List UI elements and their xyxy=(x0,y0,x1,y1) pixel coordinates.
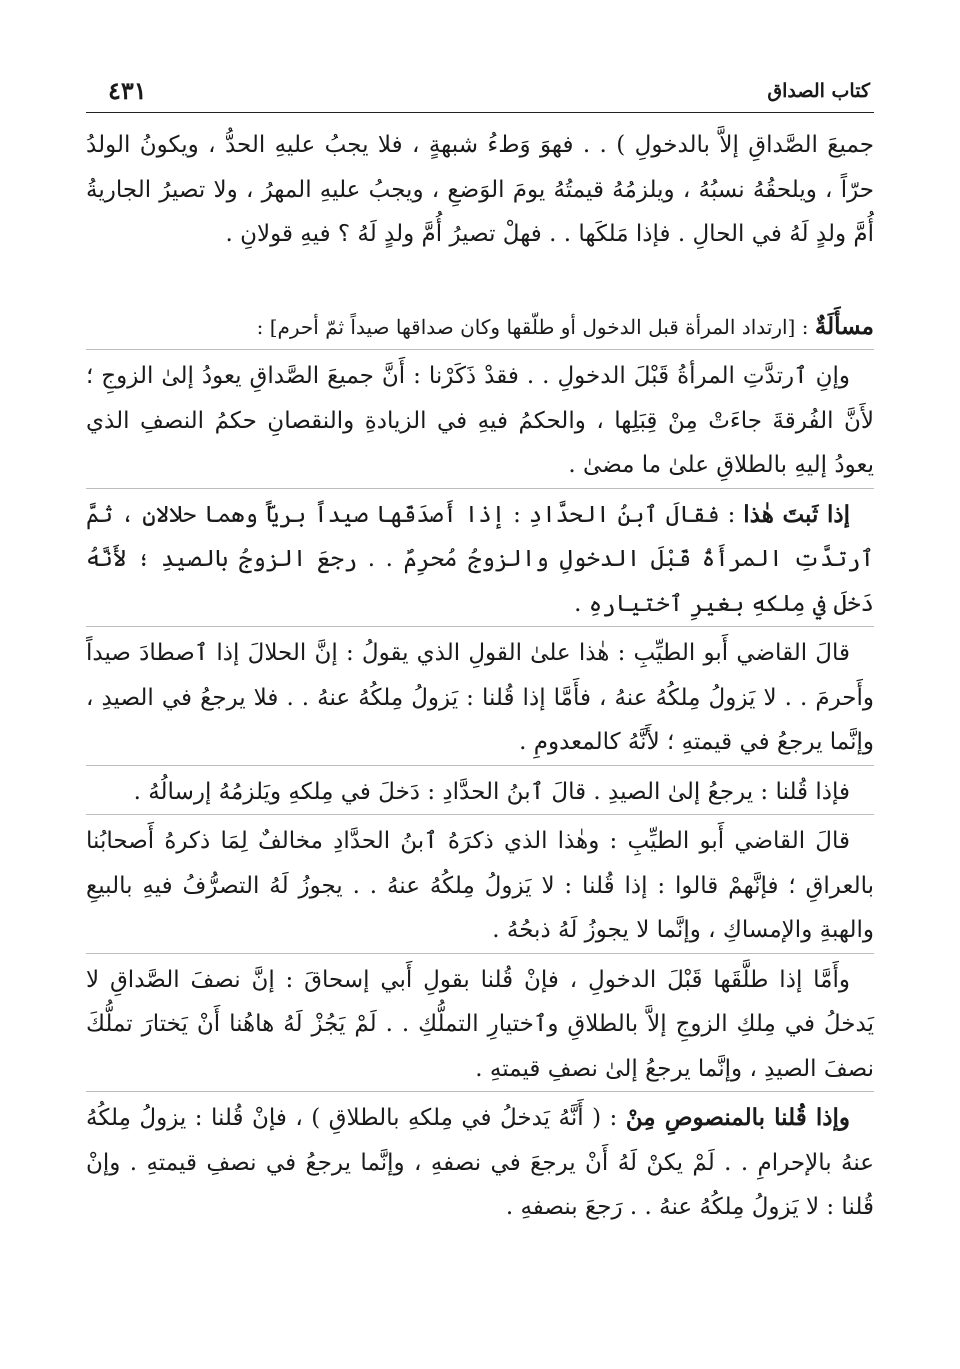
paragraph-lead: وإذا قُلنا بالمنصوصِ مِنْ xyxy=(625,1104,850,1131)
masala-title: : [ارتداد المرأة قبل الدخول أو طلّقها وكان صداقها صيداً ثمّ أحرم] : xyxy=(256,314,815,339)
paragraph-apostasy: وإنِ ٱرتدَّتِ المرأةُ قَبْلَ الدخولِ . . فقدْ ذَكَرْنا : أَنَّ جميعَ الصَّداقِ يعودُ إلىٰ الزوجِ ؛ لأَنَّ الفُرقةَ جاءَتْ مِنْ قِبَلِها ، والحكمُ فيهِ في الزيادةِ والنقصانِ حكمُ النصفِ الذي يعودُ إليهِ بالطلاقِ علىٰ ما مضىٰ . xyxy=(86,349,874,488)
running-title: كتاب الصداق xyxy=(767,80,870,102)
page-header xyxy=(86,74,874,113)
masala-lead: مسأَلَةٌ xyxy=(814,312,874,340)
page-number: ٤٣١ xyxy=(108,76,147,105)
paragraph-mansus xyxy=(86,1091,874,1230)
paragraph-text: : ( أَنَّهُ يَدخلُ في مِلكهِ بالطلاقِ ) ، فإنْ قُلنا : يزولُ مِلكُهُ عنهُ بالإحرامِ . . لَمْ يكنْ لَهُ أَنْ يرجعَ في نصفهِ ، وإنَّما يرجعُ في نصفِ قيمتهِ . وإنْ قُلنا : لا يَزولُ مِلكُهُ عنهُ . . رَجعَ بنصفهِ . xyxy=(86,1105,874,1220)
section-gap xyxy=(86,257,874,301)
book-page xyxy=(86,74,874,1230)
paragraph-return-to-game: فإذا قُلنا : يرجعُ إلىٰ الصيدِ . قالَ ٱبنُ الحدَّادِ : دَخلَ في مِلكهِ ويَلزمُهُ إرسالُهُ . xyxy=(86,765,874,815)
paragraph-continuation: جميعَ الصَّداقِ إلاَّ بالدخولِ ) . . فهوَ وَطءُ شبهةٍ ، فلا يجبُ عليهِ الحدُّ ، ويكونُ الولدُ حرّاً ، ويلحقُهُ نسبُهُ ، ويلزمُهُ قيمتُهُ يومَ الوَضعِ ، ويجبُ عليهِ المهرُ ، ولا تصيرُ الجاريةُ أُمَّ ولدٍ لَهُ في الحالِ . فإذا مَلكَها . . فهلْ تصيرُ أُمَّ ولدٍ لَهُ ؟ فيهِ قولانِ . xyxy=(86,132,874,247)
paragraph-divorce: وأَمَّا إذا طلَّقَها قَبْلَ الدخولِ ، فإنْ قُلنا بقولِ أَبي إسحاقَ : إنَّ نصفَ الصَّداقِ لا يَدخلُ في مِلكِ الزوجِ إلاَّ بالطلاقِ وٱختيارِ التملُّكِ . . لَمْ يَجُزْ لَهُ هاهُنا أَنْ يَختارَ تملُّكَ نصفَ الصيدِ ، وإنَّما يرجعُ إلىٰ نصفِ قيمتهِ . xyxy=(86,953,874,1092)
paragraph-qadi-1: قالَ القاضي أَبو الطيِّبِ : هٰذا علىٰ القولِ الذي يقولُ : إنَّ الحلالَ إذا ٱصطادَ صيداً وأَحرمَ . . لا يَزولُ مِلكُهُ عنهُ ، فأَمَّا إذا قُلنا : يَزولُ مِلكُهُ عنهُ . . فلا يرجعُ في الصيدِ ، وإنَّما يرجعُ في قيمتهِ ؛ لأَنَّهُ كالمعدومِ . xyxy=(86,626,874,765)
paragraph-text: : فقالَ ٱبنُ الحدَّادِ : إذا أَصدَقَها صيداً بريّاً وهما حلالانِ ، ثمَّ ٱرتدَّتِ المرأَةُ قَبْلَ الدخولِ والزوجُ مُحرِمٌ . . رجعَ الزوجُ بالصيدِ ؛ لأَنَّهُ دَخلَ في مِلكهِ بغيرِ ٱختيارهِ . xyxy=(86,501,874,617)
paragraph-ibn-haddad xyxy=(86,488,874,627)
page-body xyxy=(86,123,874,1230)
masala-heading xyxy=(86,305,874,350)
paragraph-qadi-2: قالَ القاضي أَبو الطيِّبِ : وهٰذا الذي ذكرَهُ ٱبنُ الحدَّادِ مخالفٌ لِمَا ذكرهُ أَصحابُنا بالعراقِ ؛ فإنَّهمْ قالوا : إذا قُلنا : لا يَزولُ مِلكُهُ عنهُ . . يجوزُ لَهُ التصرُّفُ فيهِ بالبيعِ والهبةِ والإمساكِ ، وإنَّما لا يجوزُ لَهُ ذبحُهُ . xyxy=(86,814,874,953)
paragraph-lead: إذا ثَبتَ هٰذا xyxy=(743,500,850,528)
